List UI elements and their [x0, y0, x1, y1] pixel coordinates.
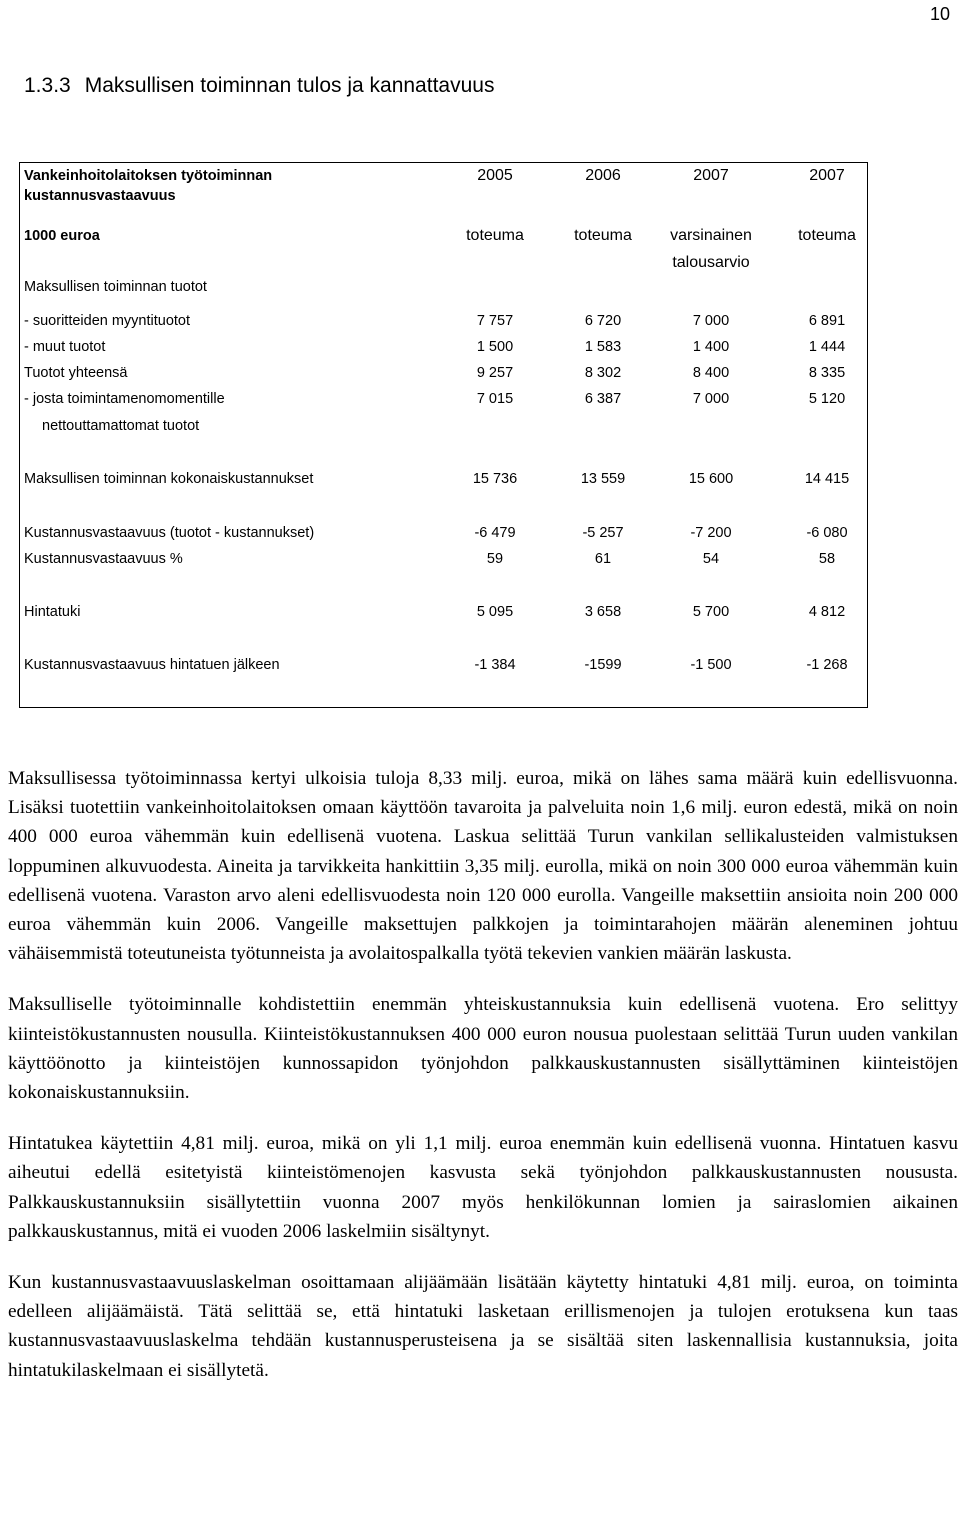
- table-cell: 8 400: [692, 365, 730, 381]
- table-cell: 8 335: [808, 365, 846, 381]
- table-cell: 4 812: [808, 604, 846, 620]
- table-title-line2: kustannusvastaavuus: [24, 188, 176, 204]
- table-cell: 6 891: [808, 313, 846, 329]
- year-header: 2005: [477, 167, 513, 184]
- row-label-line2: nettouttamattomat tuotot: [42, 418, 200, 434]
- table-cell: -1 384: [474, 657, 516, 673]
- paragraph: Maksullisessa työtoiminnassa kertyi ulkoisia tuloja 8,33 milj. euroa, mikä on lähes sama määrä kuin edellisvuonna. Lisäksi tuotettiin vankeinhoitolaitoksen omaan käyttöön tavaroita ja palveluita noin 1,6 milj. euron edestä, mikä on noin 400 000 euroa vähemmän kuin edellisenä vuotena. Laskua selittää Turun vankilan sellikalusteiden valmistuksen loppuminen alkuvuodesta. Aineita ja tarvikkeita hankittiin 3,35 milj. eurolla, mikä on noin 300 000 euroa vähemmän kuin edellisenä vuotena. Varaston arvo aleni edellisvuodesta noin 120 000 eurolla. Vangeille maksettiin ansioita noin 200 000 euroa vähemmän kuin 2006. Vangeille maksettujen palkkojen ja toimintarahojen määrän aleneminen johtuu vähäisemmistä toteutuneista työtunneista ja avolaitospalkalla työtä tekevien vankien määrän laskusta.: [8, 768, 958, 965]
- table-cell: 6 387: [584, 391, 622, 407]
- column-type: varsinainen: [670, 227, 752, 244]
- paragraph: Kun kustannusvastaavuuslaskelman osoittamaan alijäämään lisätään käytetty hintatuki 4,81 milj. euroa, on toiminta edelleen alijäämäistä. Tätä selittää se, että hintatuki lasketaan erillismenojen ja tulojen erotuksena kun taas kustannusvastaavuuslaskelma tehdään kustannusperusteisena ja se sisältää siten laskennallisia kustannuksia, joita hintatukilaskelmaan ei sisällytetä.: [8, 1272, 958, 1381]
- table-cell: 1 400: [692, 339, 730, 355]
- table-cell: 58: [818, 551, 836, 567]
- cost-coverage-table: [19, 162, 868, 708]
- row-label: - josta toimintamenomomentille: [24, 391, 225, 407]
- table-cell: 61: [594, 551, 612, 567]
- body-text: [8, 764, 958, 1407]
- table-cell: 15 736: [472, 471, 518, 487]
- row-label: Kustannusvastaavuus (tuotot - kustannukset): [24, 525, 315, 541]
- year-header: 2007: [809, 167, 845, 184]
- table-cell: 1 444: [808, 339, 846, 355]
- table-cell: 5 120: [808, 391, 846, 407]
- table-cell: 8 302: [584, 365, 622, 381]
- table-cell: 14 415: [804, 471, 850, 487]
- table-cell: 6 720: [584, 313, 622, 329]
- page-number: 10: [929, 4, 950, 24]
- paragraph: Hintatukea käytettiin 4,81 milj. euroa, mikä on yli 1,1 milj. euroa enemmän kuin edellisenä vuonna. Hintatuen kasvu aiheutui edellä esitetyistä kiinteistömenojen kasvusta sekä työnjohdon palkkauskustannusten noususta. Palkkauskustannuksiin sisällytettiin vuonna 2007 myös henkilökunnan lomien ja sairaslomien aikainen palkkauskustannus, mitä ei vuoden 2006 laskelmiin sisältynyt.: [8, 1133, 958, 1242]
- table-cell: -7 200: [690, 525, 732, 541]
- section-heading: [24, 74, 494, 98]
- table-cell: 1 583: [584, 339, 622, 355]
- group-label: Maksullisen toiminnan tuotot: [24, 279, 207, 295]
- column-type: toteuma: [798, 227, 856, 244]
- column-type-line2: talousarvio: [672, 254, 750, 271]
- table-cell: -1 268: [806, 657, 848, 673]
- table-cell: 54: [702, 551, 720, 567]
- table-cell: -1 500: [690, 657, 732, 673]
- table-cell: 7 757: [476, 313, 514, 329]
- row-label: Hintatuki: [24, 604, 81, 620]
- table-cell: 5 700: [692, 604, 730, 620]
- table-cell: 59: [486, 551, 504, 567]
- table-cell: -6 479: [474, 525, 516, 541]
- table-cell: 7 000: [692, 391, 730, 407]
- table-cell: 13 559: [580, 471, 626, 487]
- section-number: 1.3.3: [24, 74, 71, 97]
- unit-label: 1000 euroa: [24, 228, 100, 244]
- section-title: Maksullisen toiminnan tulos ja kannattavuus: [84, 74, 495, 97]
- table-cell: -5 257: [582, 525, 624, 541]
- year-header: 2006: [585, 167, 621, 184]
- row-label: - suoritteiden myyntituotot: [24, 313, 191, 329]
- row-label: Kustannusvastaavuus %: [24, 551, 183, 567]
- table-cell: 3 658: [584, 604, 622, 620]
- table-cell: 5 095: [476, 604, 514, 620]
- row-label: Kustannusvastaavuus hintatuen jälkeen: [24, 657, 280, 673]
- table-cell: 7 015: [476, 391, 514, 407]
- table-cell: -6 080: [806, 525, 848, 541]
- table-cell: 9 257: [476, 365, 514, 381]
- row-label: - muut tuotot: [24, 339, 106, 355]
- table-cell: 1 500: [476, 339, 514, 355]
- column-type: toteuma: [466, 227, 524, 244]
- row-label: Maksullisen toiminnan kokonaiskustannukset: [24, 471, 314, 487]
- table-cell: 7 000: [692, 313, 730, 329]
- row-label: Tuotot yhteensä: [24, 365, 128, 381]
- table-title: Vankeinhoitolaitoksen työtoiminnan: [24, 168, 273, 184]
- table-cell: 15 600: [688, 471, 734, 487]
- year-header: 2007: [693, 167, 729, 184]
- paragraph: Maksulliselle työtoiminnalle kohdistettiin enemmän yhteiskustannuksia kuin edellisenä vuotena. Ero selittyy kiinteistökustannusten nousulla. Kiinteistökustannuksen 400 000 euron nousua puolestaan selittää Turun uuden vankilan käyttöönotto ja kiinteistöjen kunnossapidon työnjohdon palkkauskustannusten sisällyttäminen kiinteistöjen kokonaiskustannuksiin.: [8, 994, 958, 1104]
- column-type: toteuma: [574, 227, 632, 244]
- table-cell: -1599: [584, 657, 622, 673]
